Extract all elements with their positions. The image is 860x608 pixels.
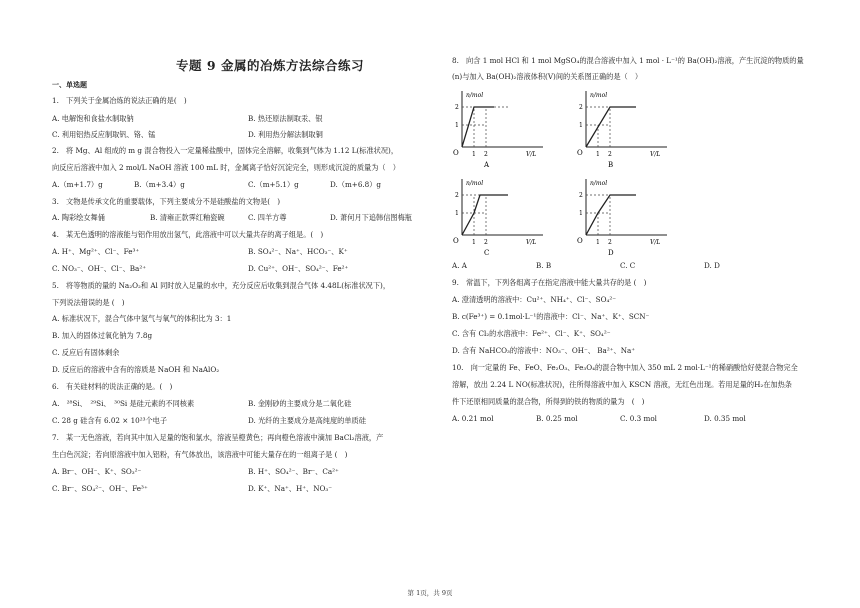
q7-option-d: D. K⁺、Na⁺、H⁺、NO₃⁻ [248,484,333,493]
q10-option-d: D. 0.35 mol [704,414,746,423]
graph-c-y1: 1 [455,210,459,217]
q1-option-c: C. 利用铝热反应制取钒、铬、锰 [52,130,156,139]
q6-option-b: B. 金刚砂的主要成分是二氧化硅 [248,399,352,408]
question-2-line-2: 向反应后溶液中加入 2 mol/L NaOH 溶液 100 mL 时，金属离子恰好沉淀完全，则形成沉淀的质量为（ ） [52,163,400,172]
question-10-line-1: 10. 向一定量的 Fe、FeO、Fe₂O₃、Fe₃O₄的混合物中加入 350 mL 2 mol·L⁻¹的稀硝酸恰好使混合物完全 [452,363,798,372]
q5-option-a: A. 标准状况下，混合气体中氢气与氧气的体积比为 3：1 [52,314,232,323]
q7-option-c: C. Br⁻、SO₄²⁻、OH⁻、Fe³⁺ [52,484,148,493]
question-5-line-1: 5. 将等物质的量的 Na₂O₂和 Al 同时放入足量的水中，充分反应后收集到混合气体 4.48L(标准状况下)， [52,281,391,290]
section-heading: 一、单选题 [52,80,87,89]
graph-b-caption: B [608,161,614,169]
graph-c-xlabel: V/L [526,239,537,246]
q4-option-a: A. H⁺、Mg²⁺、Cl⁻、Fe³⁺ [52,247,140,256]
q5-option-d: D. 反应后的溶液中含有的溶质是 NaOH 和 NaAlO₂ [52,365,220,374]
question-1: 1. 下列关于金属冶炼的说法正确的是( ) [52,96,187,105]
q4-option-d: D. Cu²⁺、OH⁻、SO₄²⁻、Fe²⁺ [248,264,349,273]
q8-option-c: C. C [620,261,636,270]
graph-d-x2: 2 [608,239,612,246]
q2-option-d: D.（m+6.8）g [330,180,382,189]
q7-option-a: A. Br⁻、OH⁻、K⁺、SO₃²⁻ [52,467,142,476]
question-8-line-1: 8. 向含 1 mol HCl 和 1 mol MgSO₄的混合溶液中加入 1 mol · L⁻¹的 Ba(OH)₂溶液，产生沉淀的物质的量 [452,56,804,65]
question-10-line-2: 溶解，放出 2.24 L NO(标准状况)，往所得溶液中加入 KSCN 溶液，无红色出现。若用足量的H₂在加热条 [452,380,792,389]
question-8-line-2: (n)与加入 Ba(OH)₂溶液体积(V)间的关系图正确的是（ ） [452,72,643,81]
q9-option-b: B. c(Fe³⁺) = 0.1mol·L⁻¹的溶液中：Cl⁻、Na⁺、K⁺、SCN⁻ [452,312,650,321]
graph-c-y2: 2 [455,192,459,199]
q8-graph-grid [448,85,828,257]
question-2-line-1: 2. 将 Mg、Al 组成的 m g 混合物投入一定量稀盐酸中，固体完全溶解，收集到气体为 1.12 L(标准状况)， [52,146,399,155]
graph-a-x1: 1 [472,151,476,158]
question-5-line-2: 下列说法错误的是 ( ) [52,298,125,307]
q3-option-d: D. 萧何月下追韩信图梅瓶 [330,213,412,222]
graph-d-x1: 1 [596,239,600,246]
graph-c-x2: 2 [484,239,488,246]
graph-d-xlabel: V/L [650,239,661,246]
graph-a-y2: 2 [455,104,459,111]
q6-option-d: D. 光纤的主要成分是高纯度的单质硅 [248,416,366,425]
q8-option-b: B. B [536,261,552,270]
q3-option-c: C. 四羊方尊 [248,213,287,222]
graph-d [572,173,742,257]
graph-b-y1: 1 [579,122,583,129]
q2-option-c: C.（m+5.1）g [248,180,299,189]
graph-c-x1: 1 [472,239,476,246]
q2-option-a: A.（m+1.7）g [52,180,103,189]
graph-a-xlabel: V/L [526,151,537,158]
graph-a-x2: 2 [484,151,488,158]
q9-option-d: D. 含有 NaHCO₃的溶液中：NO₃⁻、OH⁻、 Ba²⁺、Na⁺ [452,346,636,355]
q4-option-b: B. SO₄²⁻、Na⁺、HCO₃⁻、K⁺ [248,247,348,256]
q1-option-b: B. 热还原法制取汞、银 [248,114,323,123]
q6-option-a: A. ²⁸Si、 ²⁹Si、 ³⁰Si 是硅元素的不同核素 [52,399,195,408]
graph-b-y2: 2 [579,104,583,111]
graph-b-x2: 2 [608,151,612,158]
q8-option-a: A. A [452,261,467,270]
q9-option-a: A. 澄清透明的溶液中：Cu²⁺、NH₄⁺、Cl⁻、SO₄²⁻ [452,295,617,304]
graph-c-caption: C [484,249,490,257]
q3-option-a: A. 陶彩绘女舞俑 [52,213,105,222]
graph-d-caption: D [608,249,614,257]
graph-a-y1: 1 [455,122,459,129]
q7-option-b: B. H⁺、SO₄²⁻、Br⁻、Ca²⁺ [248,467,339,476]
q1-option-a: A. 电解饱和食盐水制取钠 [52,114,134,123]
q8-option-d: D. D [704,261,720,270]
q10-option-b: B. 0.25 mol [536,414,578,423]
question-10-line-3: 件下还原相同质量的混合物，所得到的铁的物质的量为 ( ) [452,397,645,406]
question-7-line-2: 生白色沉淀；若向原溶液中加入铝粉，有气体放出，该溶液中可能大量存在的一组离子是 ( ) [52,450,348,459]
q9-option-c: C. 含有 Cl₂的水溶液中：Fe²⁺、Cl⁻、K⁺、SO₄²⁻ [452,329,611,338]
question-6: 6. 有关硅材料的说法正确的是。( ) [52,382,173,391]
q2-option-b: B.（m+3.4）g [134,180,185,189]
q3-option-b: B. 清雍正款霁红釉瓷碗 [150,213,225,222]
graph-c-ylabel: n/mol [466,180,484,187]
question-3: 3. 文物是传承文化的重要载体，下列主要成分不是硅酸盐的文物是( ) [52,197,281,206]
graph-d-y2: 2 [579,192,583,199]
q5-option-b: B. 加入的固体过氧化钠为 7.8g [52,331,153,340]
question-7-line-1: 7. 某一无色溶液，若向其中加入足量的饱和氯水，溶液呈橙黄色；再向橙色溶液中滴加 BaCl₂溶液，产 [52,433,384,442]
graph-b-origin: O [577,149,583,157]
graph-a-origin: O [453,149,459,157]
q10-option-a: A. 0.21 mol [452,414,494,423]
graph-b [572,85,742,169]
page-footer: 第 1页，共 9页 [407,589,453,597]
graph-b-xlabel: V/L [650,151,661,158]
page-title: 专题 9 金属的冶炼方法综合练习 [176,58,364,73]
graph-a-ylabel: n/mol [466,92,484,99]
q10-option-c: C. 0.3 mol [620,414,657,423]
graph-d-y1: 1 [579,210,583,217]
graph-c-origin: O [453,237,459,245]
q6-option-c: C. 28 g 硅含有 6.02 × 10²³个电子 [52,416,168,425]
question-9: 9. 常温下，下列各组离子在指定溶液中能大量共存的是 ( ) [452,278,647,287]
q5-option-c: C. 反应后有固体剩余 [52,348,120,357]
q4-option-c: C. NO₃⁻、OH⁻、Cl⁻、Ba²⁺ [52,264,147,273]
graph-b-x1: 1 [596,151,600,158]
question-4: 4. 某无色透明的溶液能与铝作用放出氢气，此溶液中可以大量共存的离子组是。( ) [52,230,324,239]
q1-option-d: D. 利用热分解法制取铜 [248,130,323,139]
graph-d-ylabel: n/mol [590,180,608,187]
graph-a-caption: A [484,161,490,169]
graph-d-origin: O [577,237,583,245]
graph-b-ylabel: n/mol [590,92,608,99]
